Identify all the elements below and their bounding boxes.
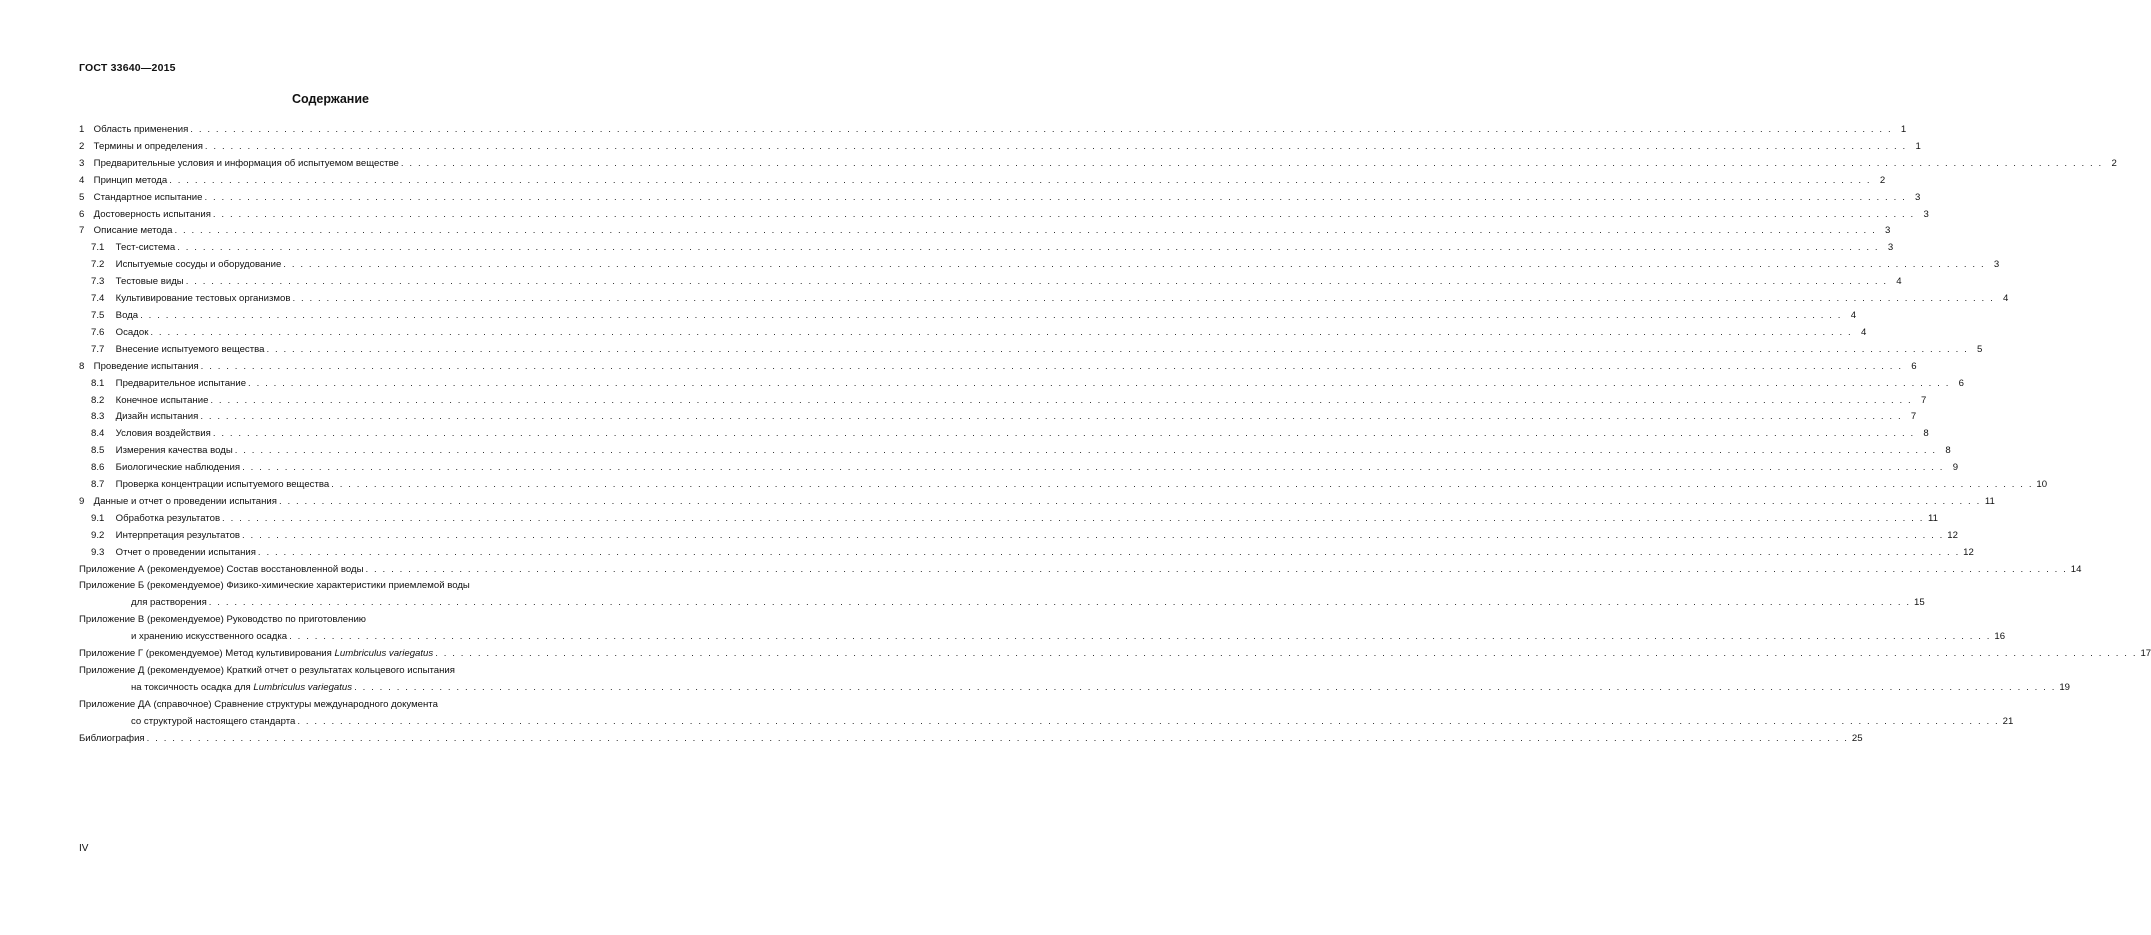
toc-appendix-page: 15 (1914, 597, 1925, 609)
dot-leader: . . . . . . . . . . . . . . . . . . . . . . . . . . . . . . . . . . . . . . . . . . . . . . . . . . . . . . . . . . . . . . . . . . . . . . . . . . . . . . . . . . . . . . . . . . . . . . . . . . . . . . . . . . . . . . . . . . . . . . . . . . . . . . . . . . . . . . . . . . . . . . . . . . . . . . . . . . . . . . . . . . . . . . . . . . . . . . . . . . . . . . . . . . . . . . . . . . . . . . . . (204, 140, 1907, 152)
toc-entry-number: 8.2 (91, 394, 105, 406)
toc-entry-title (91, 257, 281, 274)
toc-entry-text: Область применения (93, 124, 189, 135)
toc-entry-page: 8 (1945, 445, 1951, 457)
toc-entry-number: 7.6 (91, 326, 105, 338)
dot-leader: . . . . . . . . . . . . . . . . . . . . . . . . . . . . . . . . . . . . . . . . . . . . . . . . . . . . . . . . . . . . . . . . . . . . . . . . . . . . . . . . . . . . . . . . . . . . . . . . . . . . . . . . . . . . . . . . . . . . . . . . . . . . . . . . . . . . . . . . . . . . . . . . . . . . . . . . . . . . . . . . . . . . . . . . . . . . . . . . . . . . . . . . . . . . . . . . . . . . . . . . (200, 360, 1903, 372)
toc-appendix-text: Приложение ДА (справочное) Сравнение структуры международного документа (79, 698, 438, 710)
toc-appendix-entry[interactable] (79, 612, 2006, 646)
toc-entry[interactable] (79, 207, 1929, 224)
toc-entry-text: Измерения качества воды (115, 445, 233, 457)
toc-appendix-entry[interactable] (79, 646, 2151, 663)
toc-entry[interactable] (79, 274, 1902, 291)
page-number: IV (79, 843, 89, 854)
toc-entry[interactable] (79, 545, 1974, 562)
toc-entry-text: Осадок (115, 326, 149, 338)
toc-appendix-entry[interactable] (79, 663, 2070, 697)
toc-entry-title (91, 376, 246, 393)
toc-entry-text: Стандартное испытание (93, 191, 203, 203)
toc-entry-text: Проверка концентрации испытуемого вещества (115, 479, 330, 491)
toc-entry-text: Термины и определения (93, 140, 203, 152)
toc-entry-page: 3 (1993, 259, 2000, 271)
toc-entry-text: Условия воздействия (115, 428, 211, 440)
toc-entry[interactable] (79, 426, 1929, 443)
toc-appendix-text: Приложение Д (рекомендуемое) Краткий отчет о результатах кольцевого испытания (79, 665, 455, 676)
toc-entry-title (79, 359, 199, 376)
toc-entry-title (91, 460, 240, 477)
toc-entry-number: 7.4 (91, 293, 105, 305)
dot-leader: . . . . . . . . . . . . . . . . . . . . . . . . . . . . . . . . . . . . . . . . . . . . . . . . . . . . . . . . . . . . . . . . . . . . . . . . . . . . . . . . . . . . . . . . . . . . . . . . . . . . . . . . . . . . . . . . . . . . . . . . . . . . . . . . . . . . . . . . . . . . . . . . . . . . . . . . . . . . . . . . . . . . . . . . . . . . . . . . . . . . . . . . . . . . . . . . . . . . . . . . (150, 326, 1853, 338)
toc-appendix-text: Библиография (79, 732, 145, 744)
toc-entry-page: 11 (1928, 512, 1938, 524)
toc-entry-text: Дизайн испытания (115, 411, 199, 423)
dot-leader: . . . . . . . . . . . . . . . . . . . . . . . . . . . . . . . . . . . . . . . . . . . . . . . . . . . . . . . . . . . . . . . . . . . . . . . . . . . . . . . . . . . . . . . . . . . . . . . . . . . . . . . . . . . . . . . . . . . . . . . . . . . . . . . . . . . . . . . . . . . . . . . . . . . . . . . . . . . . . . . . . . . . . . . . . . . . . . . . . . . . . . . . . . . . . . . . . . . . . . . . (190, 124, 1893, 135)
toc-appendix-entry[interactable] (79, 697, 2014, 731)
toc-entry-page: 7 (1920, 394, 1927, 406)
toc-entry-number: 3 (79, 157, 85, 169)
dot-leader: . . . . . . . . . . . . . . . . . . . . . . . . . . . . . . . . . . . . . . . . . . . . . . . . . . . . . . . . . . . . . . . . . . . . . . . . . . . . . . . . . . . . . . . . . . . . . . . . . . . . . . . . . . . . . . . . . . . . . . . . . . . . . . . . . . . . . . . . . . . . . . . . . . . . . . . . . . . . . . . . . . . . . . . . . . . . . . . . . . . . . . . . . . . . . . . . . . . . . . . . (435, 648, 2138, 660)
toc-entry-title (79, 207, 211, 224)
dot-leader: . . . . . . . . . . . . . . . . . . . . . . . . . . . . . . . . . . . . . . . . . . . . . . . . . . . . . . . . . . . . . . . . . . . . . . . . . . . . . . . . . . . . . . . . . . . . . . . . . . . . . . . . . . . . . . . . . . . . . . . . . . . . . . . . . . . . . . . . . . . . . . . . . . . . . . . . . . . . . . . . . . . . . . . . . . . . . . . . . . . . . . . . . . . . . . . . . . . . . . . . (140, 309, 1843, 321)
toc-appendix-page: 14 (2070, 563, 2082, 575)
toc-entry[interactable] (79, 460, 1959, 477)
dot-leader: . . . . . . . . . . . . . . . . . . . . . . . . . . . . . . . . . . . . . . . . . . . . . . . . . . . . . . . . . . . . . . . . . . . . . . . . . . . . . . . . . . . . . . . . . . . . . . . . . . . . . . . . . . . . . . . . . . . . . . . . . . . . . . . . . . . . . . . . . . . . . . . . . . . . . . . . . . . . . . . . . . . . . . . . . . . . . . . . . . . . . . . . . . . . . . . . . . . . . . . . (278, 495, 1981, 507)
toc-entry[interactable] (79, 240, 1894, 257)
table-of-contents (79, 122, 2151, 748)
toc-entry-title (79, 173, 167, 190)
toc-entry-page: 9 (1952, 462, 1959, 474)
toc-entry[interactable] (79, 376, 1964, 393)
toc-entry-title (91, 274, 184, 291)
toc-entry-page: 4 (2003, 293, 2009, 305)
toc-entry-title (79, 494, 277, 511)
toc-entry-text: Отчет о проведении испытания (115, 546, 256, 558)
toc-entry-text: Данные и отчет о проведении испытания (93, 495, 277, 507)
toc-appendix-text: Приложение Г (рекомендуемое) Метод культивирования Lumbriculus variegatus (79, 648, 434, 660)
toc-entry-page: 3 (1885, 225, 1891, 237)
toc-entry[interactable] (79, 409, 1917, 426)
toc-entry-text: Тест-система (115, 242, 176, 254)
toc-entry-page: 6 (1911, 360, 1917, 372)
toc-appendix-page: 17 (2140, 648, 2151, 660)
toc-entry[interactable] (79, 325, 1867, 342)
toc-entry-number: 2 (79, 140, 85, 152)
toc-entry-title (79, 156, 399, 173)
toc-entry-page: 3 (1887, 242, 1894, 254)
toc-entry-page: 12 (1963, 546, 1974, 558)
toc-entry-title (79, 122, 188, 139)
toc-entry-number: 4 (79, 174, 85, 186)
toc-entry-text: Испытуемые сосуды и оборудование (115, 259, 282, 271)
toc-entry[interactable] (79, 173, 1886, 190)
toc-entry[interactable] (79, 511, 1938, 528)
toc-entry[interactable] (79, 477, 2048, 494)
toc-entry-text: Внесение испытуемого вещества (115, 343, 265, 355)
toc-appendix-page: 21 (2002, 715, 2014, 727)
dot-leader: . . . . . . . . . . . . . . . . . . . . . . . . . . . . . . . . . . . . . . . . . . . . . . . . . . . . . . . . . . . . . . . . . . . . . . . . . . . . . . . . . . . . . . . . . . . . . . . . . . . . . . . . . . . . . . . . . . . . . . . . . . . . . . . . . . . . . . . . . . . . . . . . . . . . . . . . . . . . . . . . . . . . . . . . . . . . . . . . . . . . . . . . . . . . . . . . . . . . . . . . (174, 225, 1877, 237)
toc-entry-page: 6 (1958, 377, 1964, 389)
toc-entry-text: Проведение испытания (93, 360, 199, 372)
toc-entry-page: 4 (1860, 326, 1867, 338)
toc-entry[interactable] (79, 528, 1958, 545)
toc-entry-text: Биологические наблюдения (115, 462, 241, 474)
toc-entry-title (91, 342, 264, 359)
toc-entry-text: Интерпретация результатов (115, 529, 241, 541)
toc-appendix-page: 19 (2059, 681, 2070, 693)
toc-appendix-text: для растворения (131, 597, 207, 609)
toc-appendix-entry[interactable] (79, 731, 1863, 748)
dot-leader: . . . . . . . . . . . . . . . . . . . . . . . . . . . . . . . . . . . . . . . . . . . . . . . . . . . . . . . . . . . . . . . . . . . . . . . . . . . . . . . . . . . . . . . . . . . . . . . . . . . . . . . . . . . . . . . . . . . . . . . . . . . . . . . . . . . . . . . . . . . . . . . . . . . . . . . . . . . . . . . . . . . . . . . . . . . . . . . . . . . . . . . . . . . . . . . . . . . . . . . . (177, 242, 1880, 254)
toc-entry[interactable] (79, 190, 1921, 207)
toc-entry-page: 3 (1923, 208, 1929, 220)
toc-entry-number: 8 (79, 360, 85, 372)
toc-entry-text: Принцип метода (93, 174, 168, 186)
species-name: Lumbriculus variegatus (334, 648, 434, 660)
dot-leader: . . . . . . . . . . . . . . . . . . . . . . . . . . . . . . . . . . . . . . . . . . . . . . . . . . . . . . . . . . . . . . . . . . . . . . . . . . . . . . . . . . . . . . . . . . . . . . . . . . . . . . . . . . . . . . . . . . . . . . . . . . . . . . . . . . . . . . . . . . . . . . . . . . . . . . . . . . . . . . . . . . . . . . . . . . . . . . . . . . . . . . . . . . . . . . . . . . . . . . . . (248, 377, 1950, 389)
toc-entry[interactable] (79, 223, 1891, 240)
dot-leader: . . . . . . . . . . . . . . . . . . . . . . . . . . . . . . . . . . . . . . . . . . . . . . . . . . . . . . . . . . . . . . . . . . . . . . . . . . . . . . . . . . . . . . . . . . . . . . . . . . . . . . . . . . . . . . . . . . . . . . . . . . . . . . . . . . . . . . . . . . . . . . . . . . . . . . . . . . . . . . . . . . . . . . . . . . . . . . . . . . . . . . . . . . . . . . . . . . . . . . . . (266, 343, 1969, 355)
dot-leader: . . . . . . . . . . . . . . . . . . . . . . . . . . . . . . . . . . . . . . . . . . . . . . . . . . . . . . . . . . . . . . . . . . . . . . . . . . . . . . . . . . . . . . . . . . . . . . . . . . . . . . . . . . . . . . . . . . . . . . . . . . . . . . . . . . . . . . . . . . . . . . . . . . . . . . . . . . . . . . . . . . . . . . . . . . . . . . . . . . . . . . . . . . . . . . . . . . . . . . . . (200, 411, 1903, 423)
toc-entry-page: 8 (1923, 428, 1929, 440)
toc-entry-title (79, 223, 172, 240)
toc-entry-text: Предварительные условия и информация об испытуемом веществе (93, 157, 399, 169)
toc-entry-title (91, 240, 175, 257)
dot-leader: . . . . . . . . . . . . . . . . . . . . . . . . . . . . . . . . . . . . . . . . . . . . . . . . . . . . . . . . . . . . . . . . . . . . . . . . . . . . . . . . . . . . . . . . . . . . . . . . . . . . . . . . . . . . . . . . . . . . . . . . . . . . . . . . . . . . . . . . . . . . . . . . . . . . . . . . . . . . . . . . . . . . . . . . . . . . . . . . . . . . . . . . . . . . . . . . . . . . . . . . (365, 563, 2068, 575)
toc-entry[interactable] (79, 257, 2000, 274)
toc-entry-page: 4 (1850, 309, 1857, 321)
dot-leader: . . . . . . . . . . . . . . . . . . . . . . . . . . . . . . . . . . . . . . . . . . . . . . . . . . . . . . . . . . . . . . . . . . . . . . . . . . . . . . . . . . . . . . . . . . . . . . . . . . . . . . . . . . . . . . . . . . . . . . . . . . . . . . . . . . . . . . . . . . . . . . . . . . . . . . . . . . . . . . . . . . . . . . . . . . . . . . . . . . . . . . . . . . . . . . . . . . . . . . . . (289, 631, 1992, 643)
dot-leader: . . . . . . . . . . . . . . . . . . . . . . . . . . . . . . . . . . . . . . . . . . . . . . . . . . . . . . . . . . . . . . . . . . . . . . . . . . . . . . . . . . . . . . . . . . . . . . . . . . . . . . . . . . . . . . . . . . . . . . . . . . . . . . . . . . . . . . . . . . . . . . . . . . . . . . . . . . . . . . . . . . . . . . . . . . . . . . . . . . . . . . . . . . . . . . . . . . . . . . . . (212, 428, 1915, 440)
dot-leader: . . . . . . . . . . . . . . . . . . . . . . . . . . . . . . . . . . . . . . . . . . . . . . . . . . . . . . . . . . . . . . . . . . . . . . . . . . . . . . . . . . . . . . . . . . . . . . . . . . . . . . . . . . . . . . . . . . . . . . . . . . . . . . . . . . . . . . . . . . . . . . . . . . . . . . . . . . . . . . . . . . . . . . . . . . . . . . . . . . . . . . . . . . . . . . . . . . . . . . . . (222, 512, 1924, 524)
toc-entry-title (91, 308, 138, 325)
toc-entry-title (91, 291, 290, 308)
toc-entry-page: 5 (1977, 343, 1983, 355)
toc-entry-title (91, 325, 148, 342)
toc-entry-number: 8.6 (91, 462, 105, 474)
dot-leader: . . . . . . . . . . . . . . . . . . . . . . . . . . . . . . . . . . . . . . . . . . . . . . . . . . . . . . . . . . . . . . . . . . . . . . . . . . . . . . . . . . . . . . . . . . . . . . . . . . . . . . . . . . . . . . . . . . . . . . . . . . . . . . . . . . . . . . . . . . . . . . . . . . . . . . . . . . . . . . . . . . . . . . . . . . . . . . . . . . . . . . . . . . . . . . . . . . . . . . . . (242, 529, 1944, 541)
toc-entry-page: 12 (1947, 529, 1958, 541)
dot-leader: . . . . . . . . . . . . . . . . . . . . . . . . . . . . . . . . . . . . . . . . . . . . . . . . . . . . . . . . . . . . . . . . . . . . . . . . . . . . . . . . . . . . . . . . . . . . . . . . . . . . . . . . . . . . . . . . . . . . . . . . . . . . . . . . . . . . . . . . . . . . . . . . . . . . . . . . . . . . . . . . . . . . . . . . . . . . . . . . . . . . . . . . . . . . . . . . . . . . . . . . (331, 479, 2034, 491)
toc-appendix-entry[interactable] (79, 578, 1925, 612)
toc-entry-page: 1 (1900, 124, 1907, 135)
dot-leader: . . . . . . . . . . . . . . . . . . . . . . . . . . . . . . . . . . . . . . . . . . . . . . . . . . . . . . . . . . . . . . . . . . . . . . . . . . . . . . . . . . . . . . . . . . . . . . . . . . . . . . . . . . . . . . . . . . . . . . . . . . . . . . . . . . . . . . . . . . . . . . . . . . . . . . . . . . . . . . . . . . . . . . . . . . . . . . . . . . . . . . . . . . . . . . . . . . . . . . . . (185, 276, 1888, 288)
dot-leader: . . . . . . . . . . . . . . . . . . . . . . . . . . . . . . . . . . . . . . . . . . . . . . . . . . . . . . . . . . . . . . . . . . . . . . . . . . . . . . . . . . . . . . . . . . . . . . . . . . . . . . . . . . . . . . . . . . . . . . . . . . . . . . . . . . . . . . . . . . . . . . . . . . . . . . . . . . . . . . . . . . . . . . . . . . . . . . . . . . . . . . . . . . . . . . . . . . . . . . . . (257, 546, 1960, 558)
toc-appendix-page: 25 (1851, 732, 1863, 744)
toc-entry-number: 1 (79, 124, 85, 135)
document-header: ГОСТ 33640—2015 (79, 62, 176, 74)
toc-entry[interactable] (79, 443, 1951, 460)
dot-leader: . . . . . . . . . . . . . . . . . . . . . . . . . . . . . . . . . . . . . . . . . . . . . . . . . . . . . . . . . . . . . . . . . . . . . . . . . . . . . . . . . . . . . . . . . . . . . . . . . . . . . . . . . . . . . . . . . . . . . . . . . . . . . . . . . . . . . . . . . . . . . . . . . . . . . . . . . . . . . . . . . . . . . . . . . . . . . . . . . . . . . . . . . . . . . . . . . . . . . . . . (210, 394, 1913, 406)
toc-entry-text: Конечное испытание (115, 394, 209, 406)
toc-entry-number: 8.7 (91, 479, 105, 491)
dot-leader: . . . . . . . . . . . . . . . . . . . . . . . . . . . . . . . . . . . . . . . . . . . . . . . . . . . . . . . . . . . . . . . . . . . . . . . . . . . . . . . . . . . . . . . . . . . . . . . . . . . . . . . . . . . . . . . . . . . . . . . . . . . . . . . . . . . . . . . . . . . . . . . . . . . . . . . . . . . . . . . . . . . . . . . . . . . . . . . . . . . . . . . . . . . . . . . . . . . . . . . . (354, 681, 2056, 693)
toc-entry-title (91, 545, 256, 562)
toc-appendix-text: на токсичность осадка для Lumbriculus variegatus (131, 681, 353, 693)
toc-entry-number: 8.1 (91, 377, 105, 389)
toc-entry[interactable] (79, 359, 1917, 376)
dot-leader: . . . . . . . . . . . . . . . . . . . . . . . . . . . . . . . . . . . . . . . . . . . . . . . . . . . . . . . . . . . . . . . . . . . . . . . . . . . . . . . . . . . . . . . . . . . . . . . . . . . . . . . . . . . . . . . . . . . . . . . . . . . . . . . . . . . . . . . . . . . . . . . . . . . . . . . . . . . . . . . . . . . . . . . . . . . . . . . . . . . . . . . . . . . . . . . . . . . . . . . . (400, 157, 2103, 169)
dot-leader: . . . . . . . . . . . . . . . . . . . . . . . . . . . . . . . . . . . . . . . . . . . . . . . . . . . . . . . . . . . . . . . . . . . . . . . . . . . . . . . . . . . . . . . . . . . . . . . . . . . . . . . . . . . . . . . . . . . . . . . . . . . . . . . . . . . . . . . . . . . . . . . . . . . . . . . . . . . . . . . . . . . . . . . . . . . . . . . . . . . . . . . . . . . . . . . . . . . . . . . . (283, 259, 1986, 271)
toc-entry-title (79, 190, 202, 207)
toc-entry-number: 9 (79, 495, 85, 507)
toc-title: Содержание (291, 92, 369, 106)
toc-entry-number: 7 (79, 225, 85, 237)
dot-leader: . . . . . . . . . . . . . . . . . . . . . . . . . . . . . . . . . . . . . . . . . . . . . . . . . . . . . . . . . . . . . . . . . . . . . . . . . . . . . . . . . . . . . . . . . . . . . . . . . . . . . . . . . . . . . . . . . . . . . . . . . . . . . . . . . . . . . . . . . . . . . . . . . . . . . . . . . . . . . . . . . . . . . . . . . . . . . . . . . . . . . . . . . . . . . . . . . . . . . . . . (242, 462, 1945, 474)
species-name: Lumbriculus variegatus (253, 681, 353, 693)
toc-entry-number: 7.3 (91, 276, 105, 288)
toc-entry-page: 7 (1910, 411, 1917, 423)
toc-entry-text: Тестовые виды (115, 276, 184, 288)
toc-entry-title (91, 409, 198, 426)
toc-entry-number: 5 (79, 191, 85, 203)
toc-entry-title (91, 477, 329, 494)
toc-entry-number: 9.2 (91, 529, 105, 541)
toc-entry-page: 2 (2111, 157, 2117, 169)
toc-entry-number: 8.3 (91, 411, 105, 423)
toc-entry-page: 4 (1896, 276, 1902, 288)
toc-entry[interactable] (79, 308, 1857, 325)
toc-entry[interactable] (79, 291, 2009, 308)
toc-entry-page: 1 (1915, 140, 1921, 152)
toc-entry-title (91, 393, 208, 410)
dot-leader: . . . . . . . . . . . . . . . . . . . . . . . . . . . . . . . . . . . . . . . . . . . . . . . . . . . . . . . . . . . . . . . . . . . . . . . . . . . . . . . . . . . . . . . . . . . . . . . . . . . . . . . . . . . . . . . . . . . . . . . . . . . . . . . . . . . . . . . . . . . . . . . . . . . . . . . . . . . . . . . . . . . . . . . . . . . . . . . . . . . . . . . . . . . . . . . . . . . . . . . . (234, 445, 1937, 457)
toc-entry-number: 7.1 (91, 242, 105, 254)
toc-entry-number: 7.5 (91, 309, 105, 321)
toc-appendix-text: и хранению искусственного осадка (131, 631, 288, 643)
dot-leader: . . . . . . . . . . . . . . . . . . . . . . . . . . . . . . . . . . . . . . . . . . . . . . . . . . . . . . . . . . . . . . . . . . . . . . . . . . . . . . . . . . . . . . . . . . . . . . . . . . . . . . . . . . . . . . . . . . . . . . . . . . . . . . . . . . . . . . . . . . . . . . . . . . . . . . . . . . . . . . . . . . . . . . . . . . . . . . . . . . . . . . . . . . . . . . . . . . . . . . . . (146, 732, 1849, 744)
toc-entry-title (91, 511, 220, 528)
toc-entry[interactable] (79, 139, 1921, 156)
toc-appendix-page: 16 (1994, 631, 2006, 643)
toc-entry[interactable] (79, 393, 1927, 410)
toc-entry-page: 2 (1879, 174, 1886, 186)
dot-leader: . . . . . . . . . . . . . . . . . . . . . . . . . . . . . . . . . . . . . . . . . . . . . . . . . . . . . . . . . . . . . . . . . . . . . . . . . . . . . . . . . . . . . . . . . . . . . . . . . . . . . . . . . . . . . . . . . . . . . . . . . . . . . . . . . . . . . . . . . . . . . . . . . . . . . . . . . . . . . . . . . . . . . . . . . . . . . . . . . . . . . . . . . . . . . . . . . . . . . . . . (208, 597, 1911, 609)
dot-leader: . . . . . . . . . . . . . . . . . . . . . . . . . . . . . . . . . . . . . . . . . . . . . . . . . . . . . . . . . . . . . . . . . . . . . . . . . . . . . . . . . . . . . . . . . . . . . . . . . . . . . . . . . . . . . . . . . . . . . . . . . . . . . . . . . . . . . . . . . . . . . . . . . . . . . . . . . . . . . . . . . . . . . . . . . . . . . . . . . . . . . . . . . . . . . . . . . . . . . . . . (212, 208, 1915, 220)
toc-appendix-text: Приложение Б (рекомендуемое) Физико-химические характеристики приемлемой воды (79, 580, 470, 592)
toc-entry-text: Достоверность испытания (93, 208, 211, 220)
toc-entry-text: Культивирование тестовых организмов (115, 293, 291, 305)
dot-leader: . . . . . . . . . . . . . . . . . . . . . . . . . . . . . . . . . . . . . . . . . . . . . . . . . . . . . . . . . . . . . . . . . . . . . . . . . . . . . . . . . . . . . . . . . . . . . . . . . . . . . . . . . . . . . . . . . . . . . . . . . . . . . . . . . . . . . . . . . . . . . . . . . . . . . . . . . . . . . . . . . . . . . . . . . . . . . . . . . . . . . . . . . . . . . . . . . . . . . . . . (297, 715, 2000, 727)
toc-entry-page: 3 (1915, 191, 1921, 203)
dot-leader: . . . . . . . . . . . . . . . . . . . . . . . . . . . . . . . . . . . . . . . . . . . . . . . . . . . . . . . . . . . . . . . . . . . . . . . . . . . . . . . . . . . . . . . . . . . . . . . . . . . . . . . . . . . . . . . . . . . . . . . . . . . . . . . . . . . . . . . . . . . . . . . . . . . . . . . . . . . . . . . . . . . . . . . . . . . . . . . . . . . . . . . . . . . . . . . . . . . . . . . . (204, 191, 1907, 203)
toc-entry-text: Обработка результатов (115, 512, 221, 524)
toc-entry[interactable] (79, 122, 1907, 139)
toc-entry-number: 6 (79, 208, 85, 220)
toc-entry-number: 8.4 (91, 428, 105, 440)
toc-appendix-text: Приложение В (рекомендуемое) Руководство по приготовлению (79, 614, 366, 626)
toc-entry-number: 7.7 (91, 343, 105, 355)
toc-entry-text: Вода (115, 309, 139, 321)
toc-entry-title (91, 426, 211, 443)
dot-leader: . . . . . . . . . . . . . . . . . . . . . . . . . . . . . . . . . . . . . . . . . . . . . . . . . . . . . . . . . . . . . . . . . . . . . . . . . . . . . . . . . . . . . . . . . . . . . . . . . . . . . . . . . . . . . . . . . . . . . . . . . . . . . . . . . . . . . . . . . . . . . . . . . . . . . . . . . . . . . . . . . . . . . . . . . . . . . . . . . . . . . . . . . . . . . . . . . . . . . . . . (169, 174, 1872, 186)
toc-entry-text: Описание метода (93, 225, 173, 237)
toc-entry-title (91, 528, 240, 545)
toc-appendix-entry[interactable] (79, 562, 2082, 579)
toc-entry[interactable] (79, 494, 1995, 511)
toc-entry-number: 9.1 (91, 512, 105, 524)
toc-entry-number: 7.2 (91, 259, 105, 271)
toc-entry-title (79, 139, 203, 156)
toc-appendix-text: Приложение А (рекомендуемое) Состав восстановленной воды (79, 563, 364, 575)
toc-entry-number: 8.5 (91, 445, 105, 457)
toc-entry-number: 9.3 (91, 546, 105, 558)
toc-entry[interactable] (79, 156, 2117, 173)
toc-appendix-text: со структурой настоящего стандарта (131, 715, 296, 727)
dot-leader: . . . . . . . . . . . . . . . . . . . . . . . . . . . . . . . . . . . . . . . . . . . . . . . . . . . . . . . . . . . . . . . . . . . . . . . . . . . . . . . . . . . . . . . . . . . . . . . . . . . . . . . . . . . . . . . . . . . . . . . . . . . . . . . . . . . . . . . . . . . . . . . . . . . . . . . . . . . . . . . . . . . . . . . . . . . . . . . . . . . . . . . . . . . . . . . . . . . . . . . . (292, 293, 1995, 305)
toc-entry-title (91, 443, 233, 460)
toc-entry-text: Предварительное испытание (115, 377, 247, 389)
toc-entry-page: 11 (1984, 495, 1995, 507)
toc-entry-page: 10 (2036, 479, 2048, 491)
toc-entry[interactable] (79, 342, 1983, 359)
